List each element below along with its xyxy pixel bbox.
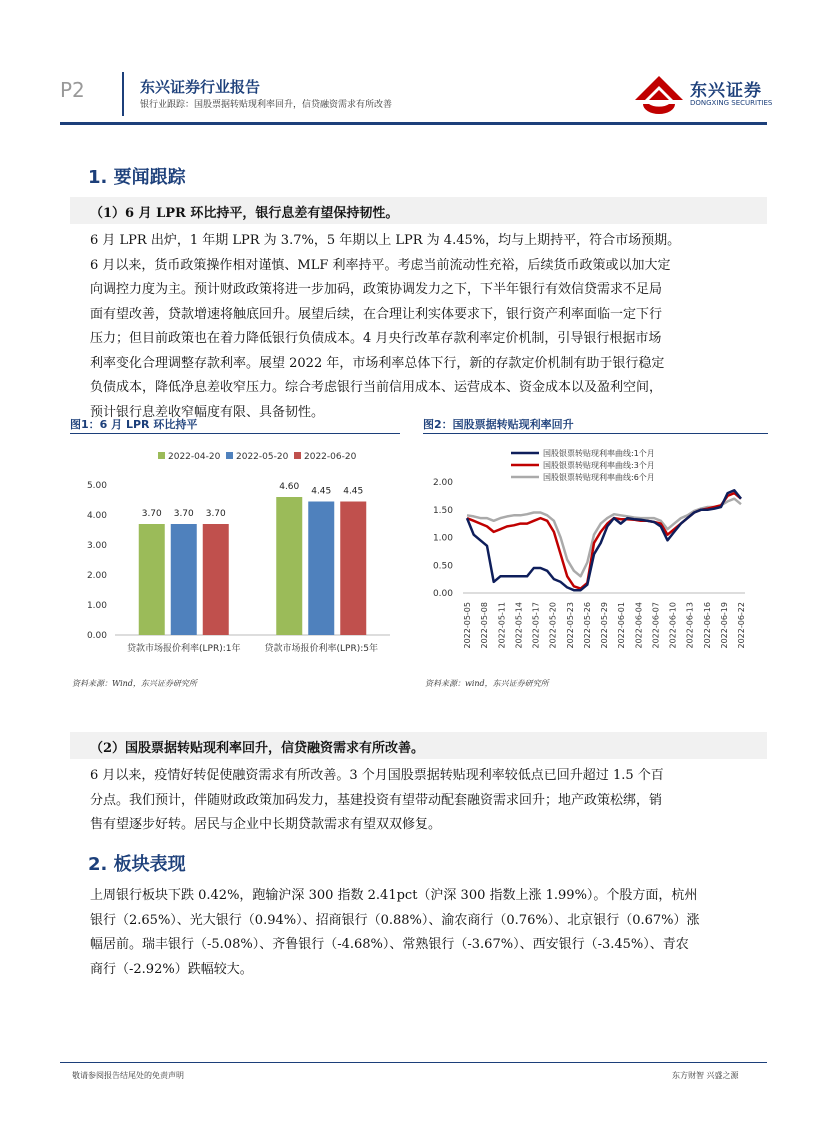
page-number: P2	[60, 78, 85, 102]
footer-slogan: 东方财智 兴盛之源	[672, 1071, 739, 1080]
legend-swatch	[226, 452, 233, 459]
legend-label: 2022-04-20	[168, 452, 221, 462]
x-tick-label: 2022-06-01	[617, 602, 627, 649]
text-line: 利率变化合理调整存款利率。展望 2022 年，市场利率总体下行，新的存款定价机制有助于银行稳定	[90, 355, 665, 371]
y-tick-label: 0.50	[432, 561, 453, 572]
x-tick-label: 2022-05-17	[531, 602, 541, 649]
text-line: 面有望改善，贷款增速将触底回升。展望后续，在合理让利实体要求下，银行资产利率面临一定下行	[90, 306, 663, 322]
bar-value-label: 3.70	[173, 509, 194, 519]
legend-swatch	[294, 452, 301, 459]
y-tick-label: 1.50	[432, 505, 453, 516]
text-line: 上周银行板块下跌 0.42%，跑输沪深 300 指数 2.41pct（沪深 300 指数上涨 1.99%）。个股方面，杭州	[90, 888, 698, 903]
x-tick-label: 贷款市场报价利率(LPR):5年	[264, 644, 378, 654]
x-tick-label: 2022-05-11	[497, 602, 507, 649]
text-line: 6 月以来，货币政策操作相对谨慎、MLF 利率持平。考虑当前流动性充裕，后续货币政策或以加大定	[90, 257, 671, 273]
company-logo-icon	[633, 74, 685, 114]
legend-label: 2022-06-20	[304, 452, 357, 462]
y-tick-label: 3.00	[86, 541, 107, 551]
x-tick-label: 2022-06-13	[685, 602, 695, 649]
legend-label: 国股银票转贴现利率曲线:3个月	[543, 461, 655, 470]
y-tick-label: 0.00	[86, 631, 107, 641]
x-tick-label: 2022-06-10	[668, 602, 678, 649]
x-tick-label: 2022-06-22	[737, 602, 746, 649]
text-line: 银行（2.65%）、光大银行（0.94%）、招商银行（0.88%）、渝农商行（0.76%）、北京银行（0.67%）涨	[90, 912, 700, 928]
x-tick-label: 2022-06-16	[702, 602, 712, 649]
y-tick-label: 4.00	[86, 511, 107, 521]
y-tick-label: 1.00	[432, 533, 453, 544]
footer-rule	[60, 1062, 767, 1063]
y-tick-label: 2.00	[432, 478, 453, 488]
x-tick-label: 2022-06-19	[719, 602, 729, 649]
header-divider	[122, 72, 124, 116]
bar	[276, 497, 302, 635]
figure-1-source: 资料来源：Wind，东兴证券研究所	[72, 679, 197, 688]
x-tick-label: 2022-05-08	[480, 602, 490, 649]
legend-label: 国股银票转贴现利率曲线:1个月	[543, 449, 655, 458]
paragraph-sector	[90, 884, 762, 982]
x-tick-label: 2022-05-20	[548, 602, 558, 649]
legend-label: 国股银票转贴现利率曲线:6个月	[543, 473, 655, 482]
figure-2-caption: 图2：国股票据转贴现利率回升	[423, 418, 574, 431]
text-line: 售有望逐步好转。居民与企业中长期贷款需求有望双双修复。	[90, 817, 442, 832]
x-tick-label: 2022-05-05	[463, 602, 472, 649]
lpr-bar-chart	[70, 440, 400, 670]
bar	[139, 524, 165, 635]
text-line: 负债成本，降低净息差收窄压力。综合考虑银行当前信用成本、运营成本、资金成本以及盈利空间，	[90, 380, 663, 395]
x-tick-label: 2022-06-04	[634, 602, 644, 649]
bar	[203, 524, 229, 635]
series-line	[467, 490, 741, 590]
figure-2-rule	[423, 433, 768, 434]
bar	[171, 524, 197, 635]
x-tick-label: 2022-05-23	[565, 602, 575, 649]
y-tick-label: 0.00	[432, 589, 453, 599]
x-tick-label: 2022-05-26	[582, 602, 592, 649]
text-line: 6 月以来，疫情好转促使融资需求有所改善。3 个月国股票据转贴现利率较低点已回升超过 1.5 个百	[90, 768, 664, 783]
subheading-1: （1）6 月 LPR 环比持平，银行息差有望保持韧性。	[90, 206, 399, 221]
text-line: 商行（-2.92%）跌幅较大。	[90, 961, 253, 977]
discount-rate-line-chart	[423, 440, 768, 670]
x-tick-label: 2022-06-07	[651, 602, 661, 649]
x-tick-label: 2022-05-14	[514, 602, 524, 649]
x-tick-label: 2022-05-29	[600, 602, 609, 649]
report-subtitle: 银行业跟踪：国股票据转贴现利率回升，信贷融资需求有所改善	[140, 100, 393, 110]
logo-text: 东兴证券	[690, 81, 762, 101]
bar-value-label: 4.45	[343, 486, 364, 497]
bar-value-label: 4.60	[279, 482, 300, 492]
figure-2-source: 资料来源：wind，东兴证券研究所	[425, 679, 549, 688]
text-line: 幅居前。瑞丰银行（-5.08%）、齐鲁银行（-4.68%）、常熟银行（-3.67%）、西安银行（-3.45%）、青农	[90, 937, 689, 952]
text-line: 预计银行息差收窄幅度有限、具备韧性。	[90, 404, 325, 420]
legend-swatch	[158, 452, 165, 459]
legend-label: 2022-05-20	[236, 452, 289, 462]
x-tick-label: 贷款市场报价利率(LPR):1年	[127, 644, 241, 654]
section-title-2: 2. 板块表现	[88, 854, 186, 875]
figure-1-caption: 图1：6 月 LPR 环比持平	[70, 418, 198, 431]
footer-disclaimer: 敬请参阅报告结尾处的免责声明	[72, 1071, 184, 1080]
y-tick-label: 1.00	[86, 601, 107, 611]
y-tick-label: 2.00	[86, 571, 107, 581]
bar	[340, 502, 366, 636]
section-title-1: 1. 要闻跟踪	[88, 167, 186, 188]
figure-1-rule	[70, 433, 400, 434]
report-title: 东兴证券行业报告	[140, 78, 261, 96]
paragraph-lpr	[90, 229, 762, 425]
logo-subtext: DONGXING SECURITIES	[690, 99, 773, 107]
bar-value-label: 3.70	[141, 509, 162, 519]
paragraph-bill-rate	[90, 764, 762, 838]
bar-value-label: 3.70	[205, 509, 226, 519]
header-rule	[60, 122, 767, 125]
series-line	[467, 493, 741, 588]
text-line: 向调控力度为主。预计财政政策将进一步加码，政策协调发力之下，下半年银行有效信贷需求不足局	[90, 282, 663, 297]
text-line: 压力；但目前政策也在着力降低银行负债成本。4 月央行改革存款利率定价机制，引导银行根据市场	[90, 331, 662, 346]
bar	[308, 502, 334, 636]
subheading-2: （2）国股票据转贴现利率回升，信贷融资需求有所改善。	[90, 741, 425, 756]
bar-value-label: 4.45	[311, 486, 332, 497]
text-line: 6 月 LPR 出炉，1 年期 LPR 为 3.7%，5 年期以上 LPR 为 4.45%，均与上期持平，符合市场预期。	[90, 233, 681, 248]
text-line: 分点。我们预计，伴随财政政策加码发力，基建投资有望带动配套融资需求回升；地产政策松绑，销	[90, 792, 663, 808]
y-tick-label: 5.00	[86, 481, 107, 491]
